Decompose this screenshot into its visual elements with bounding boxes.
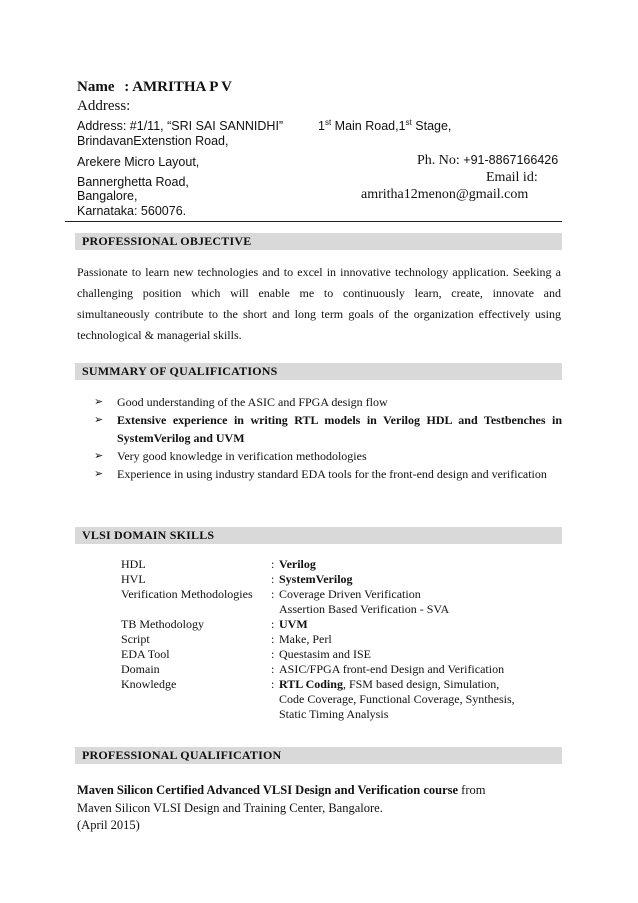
institute-line: Maven Silicon VLSI Design and Training Center, Bangalore. [77, 801, 383, 815]
summary-list [94, 393, 562, 483]
list-item: ➢ Very good knowledge in verification methodologies [94, 449, 367, 463]
list-item: ➢ Extensive experience in writing RTL models in Verilog HDL and Testbenches in SystemVerilog and UVM [94, 413, 562, 445]
phone-line [417, 153, 558, 169]
list-item: ➢ Good understanding of the ASIC and FPGA design flow [94, 395, 388, 409]
resume-page: Name : AMRITHA P V Address: Address: #1/11, “SRI SAI SANNIDHI” 1st Main Road,1st Stage, BrindavanExtenstion Road, Arekere Micro Layout, Bannerghetta Road, Bangalore, Karnataka: 560076. Ph. No: +91-8867166426 Email id: amritha12menon@gmail.com PROFESSIONAL OBJECTIVE Passionate to learn new technologies and to excel in innovative technology application. Seeking a challenging position which will enable me to continuously learn, create, innovate and simultaneously contribute to the short and long term goals of the organization effectively using technological & managerial skills. SUMMARY OF QUALIFICATIONS ➢ Good understanding of the ASIC and FPGA design flow ➢ Extensive experience in writing RTL models in Verilog HDL and Testbenches in SystemVerilog and UVM ➢ Very good knowledge in verification methodologies ➢ Experience in using industry standard EDA tools for the front-end design and verification VLSI DOMAIN SKILLS HDL : Verilog HVL : SystemVerilog Verification Methodologies : Coverage Driven Verification Assertion Based Verification - SVA TB Methodology : UVM Script : Make, Perl EDA Tool : Questasim and ISE Domain : ASIC/FPGA front-end Design and Verification Knowledge : RTL Coding, FSM based design, Simulation, Code Coverage, Functional Coverage, Synthesis, Static Timing Analysis PROFESSIONAL QUALIFICATION Maven Silicon Certified Advanced VLSI Design and Verification course from Maven Silicon VLSI Design and Training Center, Bangalore. (April 2015) [0, 0, 638, 903]
name-label: Name [77, 79, 115, 95]
email-label: Email id: [486, 170, 538, 185]
course-name: Maven Silicon Certified Advanced VLSI Design and Verification course [77, 783, 459, 797]
address-line-3: Arekere Micro Layout, [77, 155, 200, 169]
phone-number: +91-8867166426 [463, 153, 559, 167]
objective-text: Passionate to learn new technologies and to excel in innovative technology application. Seeking a challenging position which will enable me to continuously learn, create, innovate and simultaneously contribute to the short and long term goals of the organization effectively using technological & managerial skills. [77, 265, 561, 342]
section-professional-objective: PROFESSIONAL OBJECTIVE [75, 233, 562, 250]
arrow-bullet-icon: ➢ [94, 413, 104, 426]
address-line-4: Bannerghetta Road, [77, 175, 189, 189]
arrow-bullet-icon: ➢ [94, 395, 104, 408]
address-heading: Address: [77, 98, 131, 114]
address-line-2: BrindavanExtenstion Road, [77, 134, 229, 148]
candidate-name: AMRITHA P V [132, 79, 232, 95]
arrow-bullet-icon: ➢ [94, 449, 104, 462]
course-line: Maven Silicon Certified Advanced VLSI Design and Verification course from [77, 783, 486, 797]
section-professional-qualification: PROFESSIONAL QUALIFICATION [75, 747, 562, 764]
name-line [77, 79, 232, 96]
section-vlsi-domain-skills: VLSI DOMAIN SKILLS [75, 527, 562, 544]
address-line-5: Bangalore, [77, 189, 138, 203]
header-divider [65, 221, 562, 222]
name-separator: : [124, 79, 130, 95]
address-line-1-continued: 1st Main Road,1st Stage, [318, 117, 452, 133]
address-line-6: Karnataka: 560076. [77, 204, 187, 218]
email-address: amritha12menon@gmail.com [361, 187, 529, 202]
section-summary-of-qualifications: SUMMARY OF QUALIFICATIONS [75, 363, 562, 380]
list-item: ➢ Experience in using industry standard EDA tools for the front-end design and verification [94, 467, 547, 481]
arrow-bullet-icon: ➢ [94, 467, 104, 480]
phone-label: Ph. No: [417, 153, 464, 168]
address-line-1: Address: #1/11, “SRI SAI SANNIDHI” [77, 119, 284, 133]
course-date: (April 2015) [77, 818, 140, 832]
